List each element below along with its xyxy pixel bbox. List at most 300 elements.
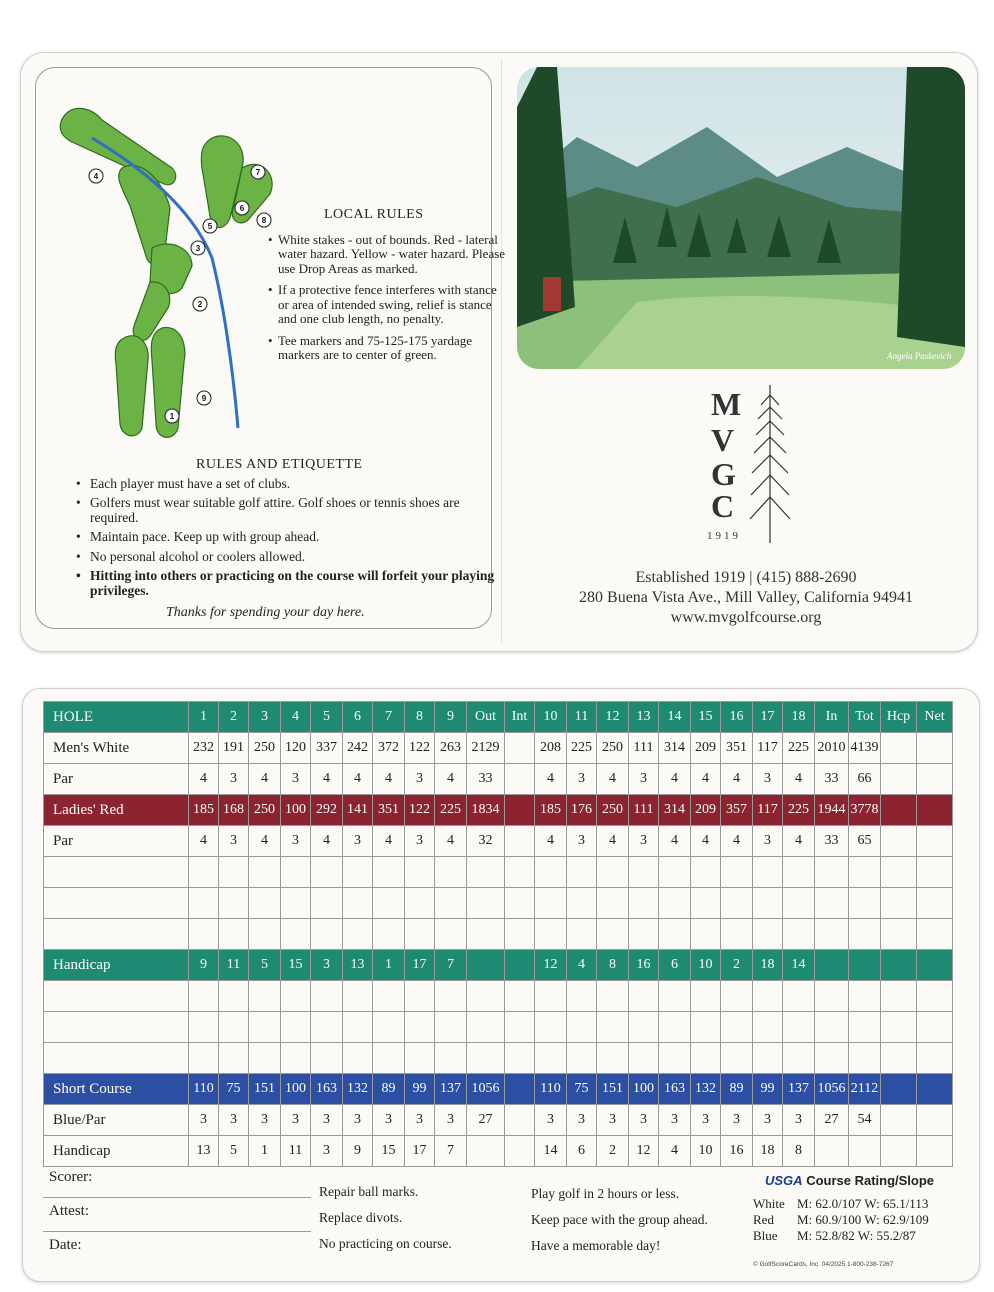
score-entry-cell <box>505 950 535 981</box>
score-cell: 151 <box>249 1074 281 1105</box>
score-cell: 3 <box>249 1105 281 1136</box>
score-entry-cell[interactable] <box>567 857 597 888</box>
score-entry-cell[interactable] <box>721 1043 753 1074</box>
logo-letter-m: M <box>711 386 742 422</box>
score-entry-cell[interactable] <box>881 1012 917 1043</box>
hole-header-cell: 16 <box>721 702 753 733</box>
score-cell: 14 <box>535 1136 567 1167</box>
score-entry-cell[interactable] <box>311 857 343 888</box>
score-cell: 18 <box>753 1136 783 1167</box>
etiquette-item: • Each player must have a set of clubs. <box>76 475 291 491</box>
score-entry-cell[interactable] <box>783 1043 815 1074</box>
score-entry-cell[interactable] <box>881 1043 917 1074</box>
score-entry-cell[interactable] <box>721 919 753 950</box>
score-cell: 2010 <box>815 733 849 764</box>
score-entry-cell[interactable] <box>917 1136 953 1167</box>
map-hole-5-label: 5 <box>207 222 213 231</box>
score-entry-cell[interactable] <box>917 888 953 919</box>
score-entry-cell[interactable] <box>535 888 567 919</box>
rules-panel <box>35 67 506 629</box>
etiquette-item: • No personal alcohol or coolers allowed. <box>76 548 306 564</box>
score-cell: 120 <box>281 733 311 764</box>
score-cell: 3 <box>343 826 373 857</box>
score-entry-cell[interactable] <box>597 981 629 1012</box>
score-card <box>22 688 980 1282</box>
hole-header-cell: 6 <box>343 702 373 733</box>
score-cell: 3 <box>343 1105 373 1136</box>
score-entry-cell[interactable] <box>629 981 659 1012</box>
score-entry-cell[interactable] <box>881 1105 917 1136</box>
score-entry-cell[interactable] <box>435 1043 467 1074</box>
score-cell: 208 <box>535 733 567 764</box>
score-entry-cell[interactable] <box>219 888 249 919</box>
score-entry-cell[interactable] <box>467 1012 505 1043</box>
score-entry-cell[interactable] <box>753 888 783 919</box>
score-cell: 27 <box>815 1105 849 1136</box>
score-entry-cell[interactable] <box>721 857 753 888</box>
score-cell: 110 <box>189 1074 219 1105</box>
rating-row <box>751 1212 973 1228</box>
score-entry-cell[interactable] <box>281 981 311 1012</box>
score-entry-cell[interactable] <box>917 919 953 950</box>
score-entry-cell <box>815 950 849 981</box>
score-entry-cell[interactable] <box>343 857 373 888</box>
score-entry-cell[interactable] <box>535 919 567 950</box>
score-entry-cell[interactable] <box>281 857 311 888</box>
score-entry-cell[interactable] <box>659 857 691 888</box>
score-cell: 17 <box>405 1136 435 1167</box>
score-entry-cell[interactable] <box>597 857 629 888</box>
score-cell: 191 <box>219 733 249 764</box>
score-cell: 225 <box>435 795 467 826</box>
score-cell: 4 <box>249 764 281 795</box>
score-entry-cell[interactable] <box>629 919 659 950</box>
score-cell: 225 <box>567 733 597 764</box>
score-entry-cell <box>917 950 953 981</box>
attest-field[interactable]: Attest: <box>43 1199 311 1232</box>
score-entry-cell[interactable] <box>467 1043 505 1074</box>
hole-header-label: HOLE <box>44 702 189 733</box>
row-label: Par <box>44 826 189 857</box>
map-hole-9-label: 9 <box>201 394 207 403</box>
score-cell: 3 <box>753 1105 783 1136</box>
score-cell: 4 <box>659 764 691 795</box>
score-cell: 7 <box>435 1136 467 1167</box>
score-cell: 3 <box>629 1105 659 1136</box>
score-entry-cell[interactable] <box>881 981 917 1012</box>
score-entry-cell[interactable] <box>281 888 311 919</box>
score-cell: 10 <box>691 1136 721 1167</box>
score-entry-cell[interactable] <box>343 919 373 950</box>
date-field[interactable]: Date: <box>49 1237 82 1253</box>
map-hole-7-label: 7 <box>255 168 261 177</box>
score-cell: 250 <box>249 733 281 764</box>
score-entry-cell[interactable] <box>505 888 535 919</box>
score-cell: 111 <box>629 795 659 826</box>
score-entry-cell[interactable] <box>281 919 311 950</box>
score-entry-cell[interactable] <box>311 888 343 919</box>
score-entry-cell[interactable] <box>629 1012 659 1043</box>
score-entry-cell[interactable] <box>815 919 849 950</box>
score-cell: 163 <box>311 1074 343 1105</box>
score-entry-cell[interactable] <box>691 888 721 919</box>
score-entry-cell[interactable] <box>691 981 721 1012</box>
score-entry-cell[interactable] <box>373 1043 405 1074</box>
etiquette-text: Hitting into others or practicing on the course will forfeit your playing privileges. <box>90 568 495 598</box>
score-row <box>44 950 953 981</box>
score-cell: 3 <box>219 826 249 857</box>
score-entry-cell[interactable] <box>505 981 535 1012</box>
score-entry-cell[interactable] <box>691 857 721 888</box>
score-entry-cell[interactable] <box>405 981 435 1012</box>
address-line: 280 Buena Vista Ave., Mill Valley, California 94941 <box>579 589 913 606</box>
rating-value: M: 52.8/82 W: 55.2/87 <box>797 1228 916 1243</box>
map-hole-4-label: 4 <box>93 172 99 181</box>
score-entry-cell[interactable] <box>311 919 343 950</box>
score-entry-cell[interactable] <box>815 888 849 919</box>
score-entry-cell[interactable] <box>505 1043 535 1074</box>
score-entry-cell[interactable] <box>189 1012 219 1043</box>
score-cell: 12 <box>629 1136 659 1167</box>
score-entry-cell[interactable] <box>783 919 815 950</box>
score-cell: 8 <box>783 1136 815 1167</box>
score-entry-cell[interactable] <box>753 1043 783 1074</box>
score-entry-cell[interactable] <box>535 1012 567 1043</box>
score-entry-cell[interactable] <box>343 1012 373 1043</box>
score-entry-cell[interactable] <box>567 919 597 950</box>
score-row <box>44 1012 953 1043</box>
score-cell: 6 <box>659 950 691 981</box>
scorer-field[interactable]: Scorer: <box>43 1165 311 1198</box>
score-entry-cell[interactable] <box>917 1012 953 1043</box>
score-entry-cell[interactable] <box>849 1136 881 1167</box>
score-entry-cell[interactable] <box>917 1043 953 1074</box>
score-table <box>43 701 953 1167</box>
score-entry-cell[interactable] <box>917 826 953 857</box>
score-entry-cell[interactable] <box>849 981 881 1012</box>
score-entry-cell[interactable] <box>691 919 721 950</box>
map-hole-6-label: 6 <box>239 204 245 213</box>
score-cell: 33 <box>815 826 849 857</box>
score-entry-cell[interactable] <box>659 919 691 950</box>
score-entry-cell[interactable] <box>405 888 435 919</box>
score-entry-cell[interactable] <box>219 1012 249 1043</box>
score-cell: 185 <box>535 795 567 826</box>
score-entry-cell[interactable] <box>849 1012 881 1043</box>
score-cell: 250 <box>597 795 629 826</box>
score-cell: 4 <box>721 764 753 795</box>
score-cell: 4 <box>373 764 405 795</box>
score-cell: 3 <box>281 764 311 795</box>
score-entry-cell[interactable] <box>659 1043 691 1074</box>
score-entry-cell[interactable] <box>815 1043 849 1074</box>
score-entry-cell[interactable] <box>505 733 535 764</box>
score-entry-cell <box>505 795 535 826</box>
score-cell: 4 <box>659 1136 691 1167</box>
score-entry-cell[interactable] <box>815 1012 849 1043</box>
score-entry-cell[interactable] <box>597 1043 629 1074</box>
score-entry-cell[interactable] <box>659 981 691 1012</box>
score-cell: 3 <box>567 1105 597 1136</box>
score-entry-cell[interactable] <box>753 919 783 950</box>
score-entry-cell[interactable] <box>917 981 953 1012</box>
score-entry-cell[interactable] <box>881 733 917 764</box>
score-entry-cell[interactable] <box>505 1136 535 1167</box>
score-entry-cell[interactable] <box>881 919 917 950</box>
score-entry-cell[interactable] <box>467 919 505 950</box>
score-cell: 3 <box>281 1105 311 1136</box>
score-entry-cell[interactable] <box>249 1012 281 1043</box>
score-entry-cell[interactable] <box>691 1043 721 1074</box>
score-cell: 18 <box>753 950 783 981</box>
score-entry-cell[interactable] <box>721 981 753 1012</box>
score-cell: 3 <box>567 826 597 857</box>
score-cell: 3 <box>405 826 435 857</box>
score-entry-cell[interactable] <box>567 1043 597 1074</box>
score-cell: 314 <box>659 733 691 764</box>
score-cell: 4 <box>691 826 721 857</box>
score-cell: 4 <box>597 764 629 795</box>
score-cell: 132 <box>343 1074 373 1105</box>
score-cell: 163 <box>659 1074 691 1105</box>
score-cell: 1944 <box>815 795 849 826</box>
score-entry-cell[interactable] <box>435 981 467 1012</box>
score-cell: 4 <box>659 826 691 857</box>
score-entry-cell[interactable] <box>783 981 815 1012</box>
score-entry-cell <box>881 795 917 826</box>
score-row <box>44 795 953 826</box>
score-row <box>44 1043 953 1074</box>
score-cell: 122 <box>405 795 435 826</box>
score-cell: 4 <box>721 826 753 857</box>
score-entry-cell[interactable] <box>721 1012 753 1043</box>
score-row <box>44 981 953 1012</box>
hole-header-cell: Out <box>467 702 505 733</box>
score-cell: 14 <box>783 950 815 981</box>
score-entry-cell[interactable] <box>249 888 281 919</box>
score-cell: 3 <box>435 1105 467 1136</box>
score-row <box>44 826 953 857</box>
score-cell: 3 <box>629 826 659 857</box>
score-entry-cell[interactable] <box>535 981 567 1012</box>
reminder-text: No practicing on course. <box>319 1236 452 1251</box>
score-cell: 1834 <box>467 795 505 826</box>
score-entry-cell[interactable] <box>249 1043 281 1074</box>
score-entry-cell[interactable] <box>405 857 435 888</box>
score-entry-cell[interactable] <box>343 1043 373 1074</box>
score-entry-cell[interactable] <box>249 857 281 888</box>
score-cell: 6 <box>567 1136 597 1167</box>
score-entry-cell[interactable] <box>281 1012 311 1043</box>
score-cell: 351 <box>721 733 753 764</box>
score-entry-cell[interactable] <box>467 1136 505 1167</box>
score-entry-cell[interactable] <box>881 888 917 919</box>
score-entry-cell[interactable] <box>659 1012 691 1043</box>
score-cell: 1 <box>373 950 405 981</box>
score-entry-cell[interactable] <box>435 919 467 950</box>
score-entry-cell[interactable] <box>783 888 815 919</box>
score-entry-cell[interactable] <box>597 1012 629 1043</box>
pace-reminders <box>531 1181 708 1259</box>
score-entry-cell[interactable] <box>535 1043 567 1074</box>
score-entry-cell[interactable] <box>219 981 249 1012</box>
score-entry-cell[interactable] <box>783 857 815 888</box>
score-cell: 3 <box>753 764 783 795</box>
score-entry-cell[interactable] <box>311 1012 343 1043</box>
score-cell: 4 <box>783 764 815 795</box>
score-cell: 3 <box>753 826 783 857</box>
score-cell: 4139 <box>849 733 881 764</box>
score-entry-cell[interactable] <box>405 919 435 950</box>
score-entry-cell[interactable] <box>881 826 917 857</box>
score-entry-cell[interactable] <box>505 1105 535 1136</box>
score-cell: 75 <box>567 1074 597 1105</box>
score-entry-cell[interactable] <box>567 981 597 1012</box>
score-cell: 4 <box>343 764 373 795</box>
score-entry-cell[interactable] <box>189 1043 219 1074</box>
score-row <box>44 1074 953 1105</box>
local-rule-item: • White stakes - out of bounds. Red - lateral water hazard. Yellow - water hazard. Please use Drop Areas as marked. <box>268 231 506 276</box>
score-entry-cell[interactable] <box>917 764 953 795</box>
score-entry-cell[interactable] <box>505 826 535 857</box>
score-entry-cell[interactable] <box>373 857 405 888</box>
score-entry-cell[interactable] <box>373 981 405 1012</box>
course-info-card <box>20 52 978 652</box>
reminder-text: Keep pace with the group ahead. <box>531 1212 708 1227</box>
score-entry-cell[interactable] <box>849 857 881 888</box>
score-entry-cell[interactable] <box>753 981 783 1012</box>
score-cell: 132 <box>691 1074 721 1105</box>
score-entry-cell[interactable] <box>849 1043 881 1074</box>
score-entry-cell[interactable] <box>597 919 629 950</box>
score-entry-cell[interactable] <box>629 857 659 888</box>
score-cell: 4 <box>691 764 721 795</box>
score-entry-cell[interactable] <box>311 981 343 1012</box>
score-cell: 242 <box>343 733 373 764</box>
score-entry-cell[interactable] <box>505 857 535 888</box>
score-entry-cell[interactable] <box>189 857 219 888</box>
score-entry-cell[interactable] <box>535 857 567 888</box>
score-cell: 15 <box>281 950 311 981</box>
score-entry-cell[interactable] <box>435 1012 467 1043</box>
score-entry-cell[interactable] <box>815 1136 849 1167</box>
map-hole-3-label: 3 <box>195 244 201 253</box>
hole-header-cell: Hcp <box>881 702 917 733</box>
score-entry-cell[interactable] <box>629 1043 659 1074</box>
score-cell: 3 <box>659 1105 691 1136</box>
etiquette-text: Maintain pace. Keep up with group ahead. <box>90 529 320 544</box>
rating-tee: Blue <box>753 1228 778 1243</box>
score-cell: 3 <box>721 1105 753 1136</box>
score-entry-cell[interactable] <box>373 1012 405 1043</box>
score-entry-cell[interactable] <box>405 1012 435 1043</box>
score-entry-cell[interactable] <box>467 981 505 1012</box>
score-entry-cell[interactable] <box>721 888 753 919</box>
score-entry-cell[interactable] <box>281 1043 311 1074</box>
hole-header-cell: 3 <box>249 702 281 733</box>
score-entry-cell[interactable] <box>343 888 373 919</box>
score-cell: 13 <box>189 1136 219 1167</box>
score-entry-cell[interactable] <box>917 733 953 764</box>
score-row <box>44 919 953 950</box>
score-entry-cell[interactable] <box>917 857 953 888</box>
score-entry-cell[interactable] <box>597 888 629 919</box>
score-entry-cell[interactable] <box>311 1043 343 1074</box>
hole-header-cell: 18 <box>783 702 815 733</box>
score-entry-cell[interactable] <box>567 888 597 919</box>
score-entry-cell[interactable] <box>505 1012 535 1043</box>
hole-header-cell: 12 <box>597 702 629 733</box>
score-entry-cell[interactable] <box>249 981 281 1012</box>
score-entry-cell[interactable] <box>249 919 281 950</box>
score-entry-cell[interactable] <box>881 1136 917 1167</box>
established-line: Established 1919 | (415) 888-2690 <box>635 569 857 586</box>
score-row <box>44 733 953 764</box>
score-entry-cell[interactable] <box>343 981 373 1012</box>
score-cell: 3 <box>311 950 343 981</box>
score-entry-cell[interactable] <box>753 857 783 888</box>
score-entry-cell[interactable] <box>505 764 535 795</box>
score-cell: 16 <box>629 950 659 981</box>
score-entry-cell[interactable] <box>405 1043 435 1074</box>
score-entry-cell[interactable] <box>815 857 849 888</box>
score-entry-cell[interactable] <box>881 764 917 795</box>
score-entry-cell[interactable] <box>815 981 849 1012</box>
score-entry-cell[interactable] <box>435 888 467 919</box>
score-entry-cell[interactable] <box>435 857 467 888</box>
score-entry-cell[interactable] <box>467 857 505 888</box>
score-entry-cell[interactable] <box>505 919 535 950</box>
score-cell: 111 <box>629 733 659 764</box>
score-cell: 357 <box>721 795 753 826</box>
score-cell: 2 <box>597 1136 629 1167</box>
score-entry-cell[interactable] <box>753 1012 783 1043</box>
row-label: Handicap <box>44 950 189 981</box>
score-entry-cell[interactable] <box>659 888 691 919</box>
score-entry-cell[interactable] <box>219 919 249 950</box>
score-entry-cell[interactable] <box>189 888 219 919</box>
score-entry-cell[interactable] <box>219 1043 249 1074</box>
score-entry-cell[interactable] <box>849 919 881 950</box>
score-cell: 141 <box>343 795 373 826</box>
course-rating <box>751 1173 973 1244</box>
score-entry-cell[interactable] <box>189 981 219 1012</box>
score-entry-cell[interactable] <box>373 919 405 950</box>
signature-lines <box>43 1165 311 1265</box>
row-label: Ladies' Red <box>44 795 189 826</box>
score-cell: 4 <box>535 826 567 857</box>
score-cell: 209 <box>691 733 721 764</box>
score-entry-cell[interactable] <box>189 919 219 950</box>
etiquette-item: • Hitting into others or practicing on the course will forfeit your playing privileges. <box>76 568 495 598</box>
etiquette-item: • Maintain pace. Keep up with group ahead. <box>76 529 320 544</box>
local-rules-title: LOCAL RULES <box>324 207 424 222</box>
score-row <box>44 888 953 919</box>
score-entry-cell[interactable] <box>691 1012 721 1043</box>
score-entry-cell[interactable] <box>783 1012 815 1043</box>
score-entry-cell[interactable] <box>219 857 249 888</box>
score-entry-cell[interactable] <box>567 1012 597 1043</box>
score-entry-cell[interactable] <box>881 857 917 888</box>
score-cell: 3 <box>535 1105 567 1136</box>
website-link[interactable]: www.mvgolfcourse.org <box>670 609 822 626</box>
score-entry-cell[interactable] <box>373 888 405 919</box>
score-entry-cell[interactable] <box>917 1105 953 1136</box>
score-entry-cell[interactable] <box>629 888 659 919</box>
score-entry-cell[interactable] <box>467 888 505 919</box>
score-cell: 3 <box>405 1105 435 1136</box>
score-entry-cell[interactable] <box>849 888 881 919</box>
